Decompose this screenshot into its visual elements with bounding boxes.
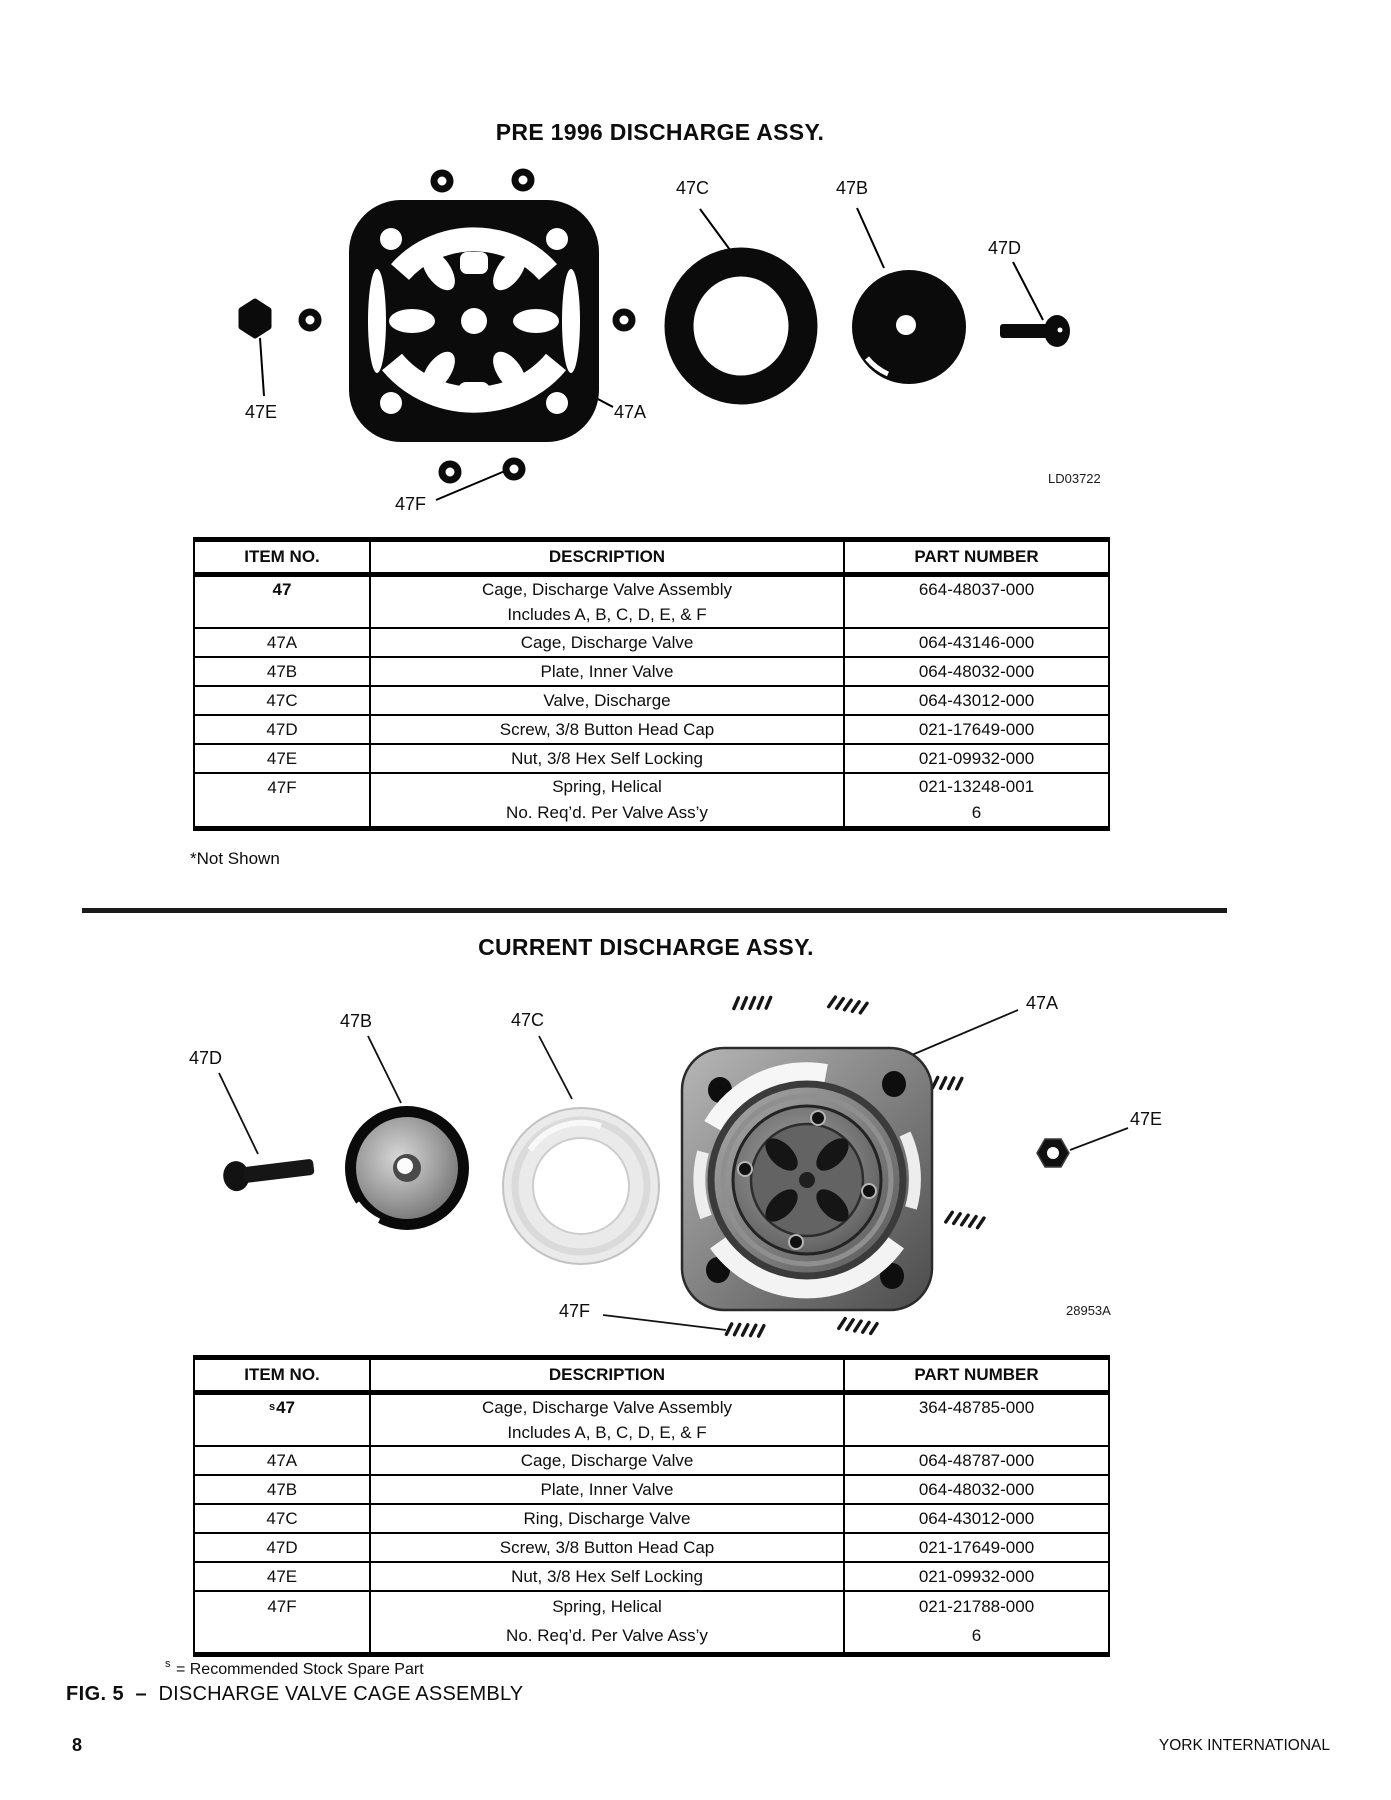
description-cell: Plate, Inner Valve — [369, 658, 845, 685]
table-header-row — [195, 542, 1108, 575]
description-cell-line2: Includes A, B, C, D, E, & F — [507, 604, 707, 624]
pre1996-parts-table — [193, 537, 1110, 831]
valve-ring-47c-drawing — [679, 262, 803, 390]
header-part-number: PART NUMBER — [914, 547, 1039, 566]
description-cell-line2: No. Req’d. Per Valve Ass’y — [506, 803, 708, 822]
table-row — [195, 1445, 1108, 1474]
nut-47e-photo — [1037, 1139, 1069, 1167]
part-label-47b: 47B — [340, 1011, 373, 1031]
pre1996-exploded-diagram — [170, 140, 1090, 530]
description-cell: Spring, Helical — [552, 777, 662, 796]
part-label-47a: 47A — [614, 402, 647, 422]
current-exploded-diagram — [150, 960, 1210, 1355]
item-cell: 47C — [266, 690, 298, 710]
current-title: CURRENT DISCHARGE ASSY. — [478, 934, 814, 960]
part-label-47f: 47F — [395, 494, 427, 514]
header-item-no: ITEM NO. — [244, 547, 320, 566]
part-number-cell: 064-48032-000 — [918, 1479, 1035, 1499]
description-cell: Ring, Discharge Valve — [369, 1505, 845, 1532]
part-number-cell-line2 — [845, 602, 1108, 627]
item-cell: 47F — [267, 1596, 297, 1616]
part-number-cell-line2: 6 — [971, 1625, 982, 1645]
description-cell: Spring, Helical — [552, 1596, 662, 1616]
table-row — [195, 685, 1108, 714]
part-number-cell-line2: 6 — [971, 803, 982, 822]
table-row — [195, 1503, 1108, 1532]
description-cell: Cage, Discharge Valve — [369, 629, 845, 656]
part-label-47c: 47C — [511, 1010, 545, 1030]
section-divider — [82, 908, 1227, 913]
part-number-cell: 064-43012-000 — [918, 690, 1035, 710]
screw-47d-drawing — [1000, 315, 1070, 347]
item-cell: 47A — [266, 1450, 298, 1470]
part-label-47e: 47E — [1130, 1109, 1163, 1129]
part-label-47d: 47D — [988, 238, 1022, 258]
figure-title: DISCHARGE VALVE CAGE ASSEMBLY — [158, 1683, 524, 1705]
table-header-row — [195, 1360, 1108, 1393]
part-label-47b: 47B — [836, 178, 869, 198]
figure-caption — [66, 1683, 523, 1706]
part-number-cell: 064-48032-000 — [918, 661, 1035, 681]
description-cell: Valve, Discharge — [369, 687, 845, 714]
description-cell-line2: Includes A, B, C, D, E, & F — [507, 1422, 707, 1442]
inner-plate-47b-drawing — [852, 270, 966, 384]
not-shown-footnote: *Not Shown — [190, 849, 280, 868]
table-row — [195, 1561, 1108, 1590]
drawing-code: 28953A — [1066, 1303, 1111, 1318]
part-number-cell: 021-17649-000 — [918, 719, 1035, 739]
screw-47d-photo — [222, 1152, 316, 1193]
table-row — [195, 743, 1108, 772]
description-cell-line2: No. Req’d. Per Valve Ass’y — [506, 1625, 708, 1645]
table-row — [195, 1393, 1108, 1445]
table-row — [195, 627, 1108, 656]
table-row — [195, 1532, 1108, 1561]
table-row — [195, 772, 1108, 826]
item-cell: 47E — [266, 748, 298, 768]
description-cell: Screw, 3/8 Button Head Cap — [369, 716, 845, 743]
description-cell: Cage, Discharge Valve — [369, 1447, 845, 1474]
part-number-cell: 064-43146-000 — [918, 632, 1035, 652]
item-cell: $^s$ 47 — [268, 1398, 296, 1417]
description-cell: Cage, Discharge Valve Assembly — [481, 579, 733, 599]
part-number-cell: 021-17649-000 — [918, 1537, 1035, 1557]
part-label-47d: 47D — [189, 1048, 223, 1068]
description-cell: Screw, 3/8 Button Head Cap — [369, 1534, 845, 1561]
cage-47a-drawing — [349, 200, 599, 442]
inner-plate-47b-photo — [345, 1106, 469, 1230]
part-number-cell: 064-48787-000 — [918, 1450, 1035, 1470]
header-part-number: PART NUMBER — [914, 1365, 1039, 1384]
drawing-code: LD03722 — [1048, 471, 1101, 486]
page-number: 8 — [72, 1735, 83, 1755]
part-number-cell: 021-09932-000 — [918, 1566, 1035, 1586]
part-label-47f: 47F — [559, 1301, 591, 1321]
item-cell: 47A — [266, 632, 298, 652]
header-description: DESCRIPTION — [369, 542, 845, 572]
item-cell: 47D — [266, 1537, 298, 1557]
part-number-cell: 021-13248-001 — [918, 777, 1035, 796]
part-number-cell: 064-43012-000 — [918, 1508, 1035, 1528]
figure-number: FIG. 5 — [66, 1683, 124, 1705]
caption-dash: – — [135, 1683, 148, 1705]
table-row — [195, 575, 1108, 627]
part-label-47c: 47C — [676, 178, 710, 198]
part-number-cell: 021-09932-000 — [918, 748, 1035, 768]
table-row — [195, 1590, 1108, 1652]
description-cell: Nut, 3/8 Hex Self Locking — [369, 1563, 845, 1590]
description-cell: Plate, Inner Valve — [369, 1476, 845, 1503]
item-cell: 47 — [272, 580, 292, 599]
pre1996-title: PRE 1996 DISCHARGE ASSY. — [495, 119, 825, 145]
stock-spare-marker: s — [165, 1657, 171, 1670]
part-number-cell: 664-48037-000 — [918, 579, 1035, 599]
nut-47e-drawing — [241, 301, 269, 336]
part-number-cell: 364-48785-000 — [918, 1397, 1035, 1417]
part-label-47e: 47E — [245, 402, 278, 422]
item-cell: 47D — [266, 719, 298, 739]
stock-spare-footnote: $^s$ = Recommended Stock Spare Part — [165, 1657, 424, 1678]
current-parts-table — [193, 1355, 1110, 1657]
valve-ring-47c-photo — [503, 1108, 659, 1264]
header-description: DESCRIPTION — [369, 1360, 845, 1390]
item-cell: 47B — [266, 1479, 298, 1499]
table-row — [195, 714, 1108, 743]
part-label-47a: 47A — [1026, 993, 1059, 1013]
table-row — [195, 656, 1108, 685]
item-cell: 47B — [266, 661, 298, 681]
company-name: YORK INTERNATIONAL — [1158, 1737, 1330, 1754]
description-cell: Nut, 3/8 Hex Self Locking — [369, 745, 845, 772]
description-cell: Cage, Discharge Valve Assembly — [481, 1397, 733, 1417]
item-cell: 47F — [267, 777, 297, 797]
item-cell: 47E — [266, 1566, 298, 1586]
table-row — [195, 1474, 1108, 1503]
item-cell: 47C — [266, 1508, 298, 1528]
header-item-no: ITEM NO. — [244, 1365, 320, 1384]
cage-47a-photo — [682, 1048, 932, 1310]
part-number-cell-line2 — [845, 1420, 1108, 1445]
part-number-cell: 021-21788-000 — [918, 1596, 1035, 1616]
